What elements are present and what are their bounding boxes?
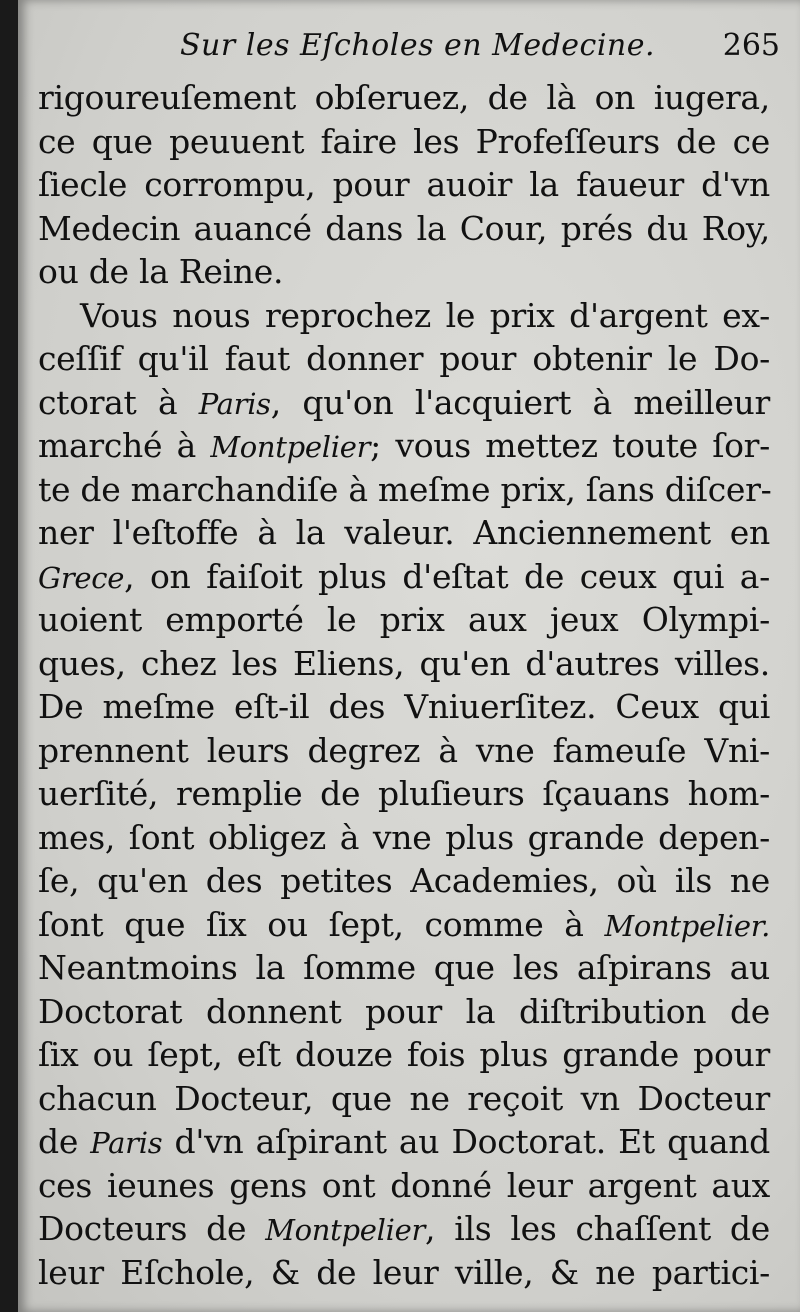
text-line — [38, 685, 770, 729]
italic-text-segment: Paris — [90, 1126, 163, 1160]
text-segment: Docteurs de — [38, 1209, 266, 1248]
text-segment: prennent leurs degrez à vne fameuſe Vni- — [38, 730, 770, 770]
body-text — [38, 76, 770, 1294]
italic-text-segment: Montpelier — [210, 430, 371, 464]
text-line — [38, 816, 770, 860]
text-line — [38, 1120, 770, 1164]
page-header — [18, 26, 800, 72]
text-segment: ceſſif qu'il faut donner pour obtenir le Do- — [38, 339, 770, 378]
text-line — [38, 337, 770, 381]
text-segment: De meſme eſt-il des Vniuerſitez. Ceux qui — [38, 687, 770, 726]
text-segment: Neantmoins la ſomme que les aſpirans au — [38, 948, 770, 987]
text-line — [38, 598, 770, 642]
text-segment: uoient emporté le prix aux jeux Olympi- — [38, 600, 770, 639]
text-segment: chacun Docteur, que ne reçoit vn Docteur — [38, 1078, 770, 1118]
text-line — [38, 1077, 770, 1121]
text-line — [38, 946, 770, 990]
text-line — [38, 468, 770, 512]
text-line — [38, 1251, 770, 1295]
text-segment: ſe, qu'en des petites Academies, où ils ne — [38, 861, 770, 900]
text-line — [38, 642, 770, 686]
book-page — [18, 0, 800, 1312]
text-line — [38, 120, 770, 164]
text-segment: marché à — [38, 426, 211, 465]
text-segment: d'vn aſpirant au Doctorat. Et quand — [162, 1122, 770, 1161]
text-segment: , qu'on l'acquiert à meilleur — [270, 382, 770, 422]
text-line — [38, 903, 770, 947]
text-segment: ctorat à — [38, 382, 199, 422]
text-segment: ſiecle corrompu, pour auoir la faueur d'vn — [38, 165, 770, 204]
text-segment: te de marchandiſe à meſme prix, ſans diſcer- — [38, 469, 772, 509]
page-number: 265 — [722, 28, 780, 63]
text-line — [38, 1207, 770, 1251]
text-segment: Vous nous reprochez le prix d'argent ex- — [80, 295, 770, 335]
italic-text-segment: Grece — [38, 560, 125, 595]
text-line — [38, 511, 770, 555]
text-segment: uerſité, remplie de pluſieurs ſçauans hom- — [38, 774, 770, 813]
text-segment: , ils les chaſſent de — [425, 1209, 770, 1248]
text-segment: ; vous mettez toute ſor- — [370, 426, 770, 465]
italic-text-segment: Montpelier. — [604, 908, 770, 943]
text-segment: Medecin auancé dans la Cour, prés du Roy, — [38, 208, 770, 248]
text-segment: ces ieunes gens ont donné leur argent aux — [38, 1165, 770, 1205]
text-line — [38, 729, 770, 773]
text-segment: ner l'eſtoffe à la valeur. Anciennement en — [38, 513, 770, 552]
italic-text-segment: Paris — [198, 386, 271, 421]
text-segment: ce que peuuent faire les Profeſſeurs de ce — [38, 121, 770, 161]
text-segment: de — [38, 1122, 91, 1161]
text-segment: leur Eſchole, & de leur ville, & ne partici- — [38, 1252, 770, 1292]
text-line — [38, 76, 770, 120]
text-segment: ques, chez les Eliens, qu'en d'autres villes. — [38, 643, 770, 683]
text-line — [38, 163, 770, 207]
text-line — [38, 207, 770, 251]
text-segment: ſix ou ſept, eſt douze fois plus grande pour — [38, 1035, 770, 1074]
text-line — [38, 1033, 770, 1077]
text-segment: Doctorat donnent pour la diſtribution de — [38, 991, 770, 1031]
text-line — [38, 381, 770, 425]
text-segment: mes, ſont obligez à vne plus grande depen- — [38, 817, 770, 857]
running-title: Sur les Eſcholes en Medecine. — [180, 28, 656, 63]
text-line — [38, 250, 770, 294]
text-line — [38, 990, 770, 1034]
italic-text-segment: Montpelier — [265, 1213, 426, 1247]
text-segment: rigoureuſement obſeruez, de là on iugera, — [38, 78, 770, 117]
text-line — [38, 294, 770, 338]
text-segment: , on faiſoit plus d'eſtat de ceux qui a- — [124, 556, 770, 596]
text-segment: ſont que ſix ou ſept, comme à — [38, 904, 605, 944]
text-line — [38, 1164, 770, 1208]
text-line — [38, 772, 770, 816]
text-line — [38, 424, 770, 468]
text-line — [38, 859, 770, 903]
text-line — [38, 555, 770, 599]
text-segment: ou de la Reine. — [38, 252, 284, 291]
